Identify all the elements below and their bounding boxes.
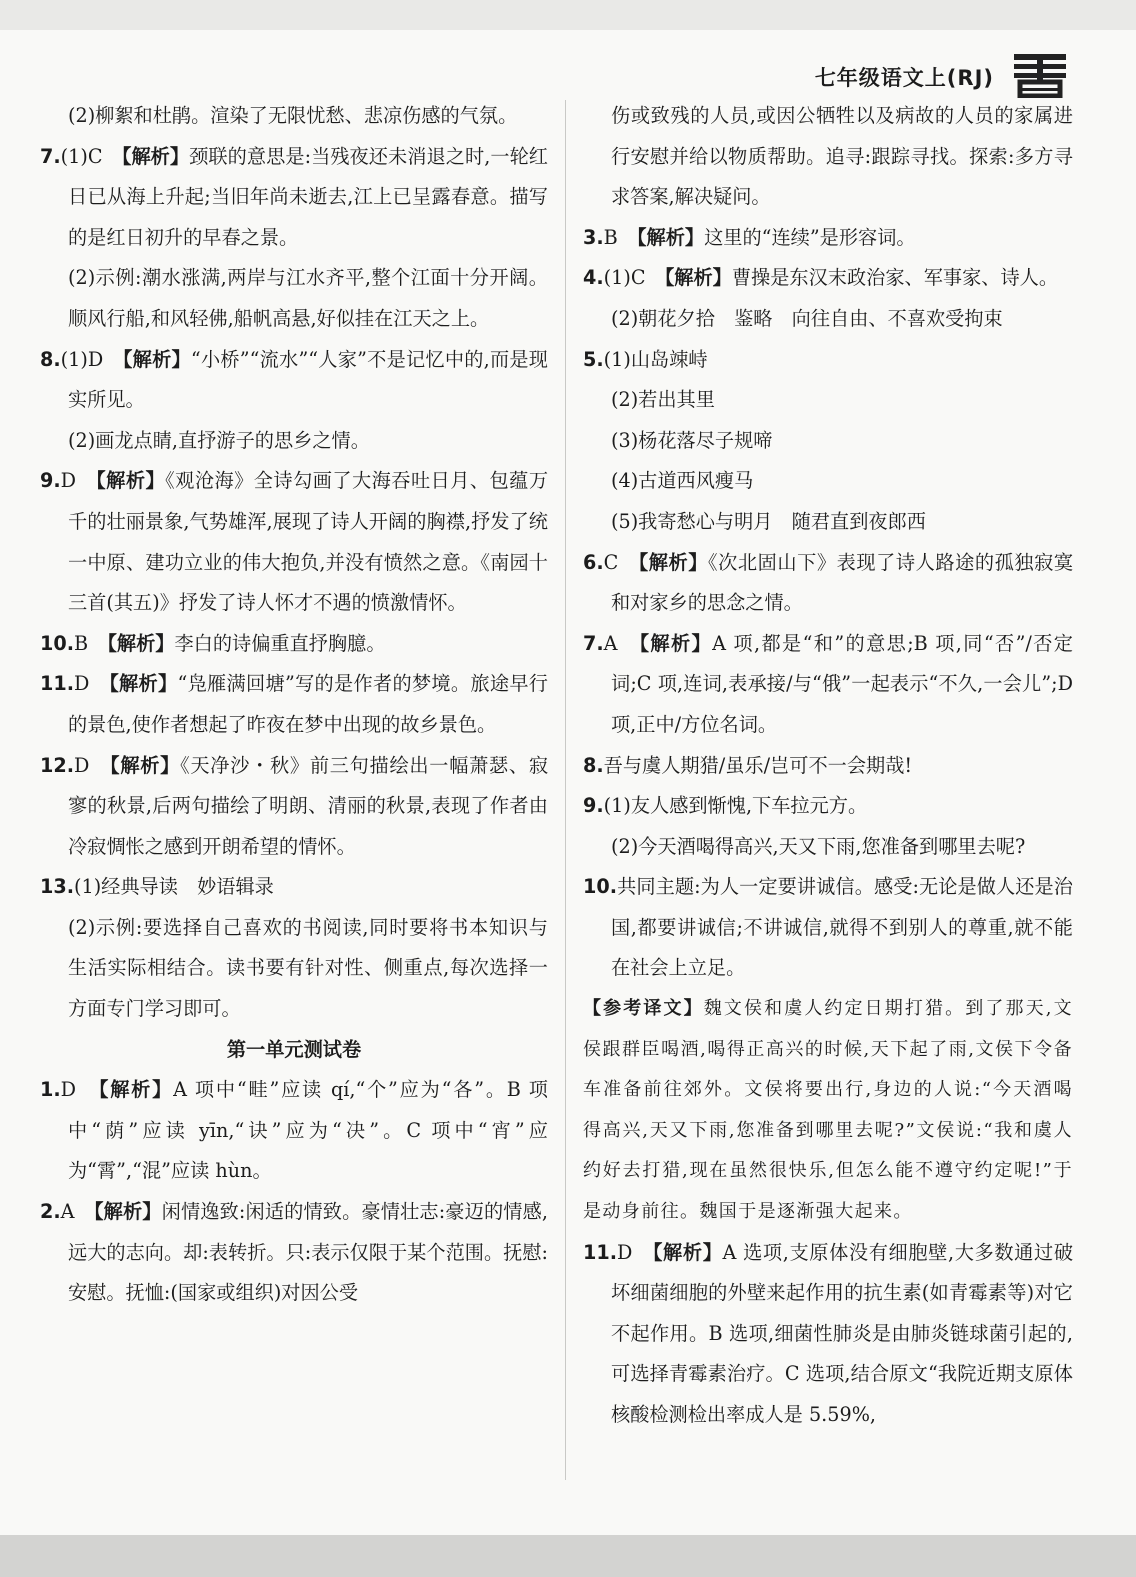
section-title: 第一单元测试卷 [226, 1037, 362, 1061]
analysis-label: 【解析】 [639, 631, 713, 655]
item-number: 10. [40, 631, 74, 655]
answer-item-11 [40, 664, 548, 745]
answer-choice: D [74, 672, 90, 696]
answer-item-u3 [583, 218, 1073, 259]
answer-choice: D [60, 469, 77, 493]
answer-item-u2 [40, 1192, 548, 1314]
analysis-text: 李白的诗偏重直抒胸臆。 [174, 631, 386, 655]
answer-item-u5 [583, 340, 1073, 381]
analysis-label: 【解析】 [121, 144, 190, 168]
item-number: 7. [583, 631, 604, 655]
answer-choice: D [60, 1078, 77, 1102]
answer-item-u11 [583, 1233, 1073, 1436]
answer-choice: D [74, 753, 90, 777]
answer-subline: (2)朝花夕拾 鉴略 向往自由、不喜欢受拘束 [611, 306, 1003, 330]
item-number: 9. [40, 469, 61, 493]
page-header-title: 七年级语文上(RJ) [814, 66, 994, 90]
answer-choice: (1)C [60, 144, 103, 168]
translation-text: 魏文侯和虞人约定日期打猎。到了那天,文侯跟群臣喝酒,喝得正高兴的时候,天下起了雨,文侯下令备车准备前往郊外。文侯将要出行,身边的人说:“今天酒喝得高兴,天又下雨,您准备到哪里去呢?”文侯说:“我和虞人约好去打猎,现在虽然很快乐,但怎么能不遵守约定呢!”于是动身前往。魏国于是逐渐强大起来。 [583, 998, 1073, 1223]
answer-item-12 [40, 746, 548, 868]
answer-item-u10 [583, 867, 1073, 989]
answer-choice: D [617, 1240, 633, 1264]
analysis-text: 《天净沙・秋》前三句描绘出一幅萧瑟、寂寥的秋景,后两句描绘了明朗、清丽的秋景,表现了作者由冷寂惆怅之感到开朗希望的情怀。 [68, 753, 549, 858]
answer-text: 吾与虞人期猎/虽乐/岂可不一会期哉! [603, 753, 913, 777]
page-top-margin [0, 0, 1136, 30]
item-number: 4. [583, 266, 604, 290]
answer-text: 共同主题:为人一定要讲诚信。感受:无论是做人还是治国,都要讲诚信;不讲诚信,就得不到别人的尊重,就不能在社会上立足。 [611, 875, 1073, 980]
analysis-text: A 项,都是“和”的意思;B 项,同“否”/否定词;C 项,连词,表承接/与“俄”一起表示“不久,一会儿”;D 项,正中/方位名词。 [611, 631, 1073, 736]
right-column [583, 96, 1073, 1436]
analysis-text: 这里的“连续”是形容词。 [704, 225, 916, 249]
analysis-text: A 项中“畦”应读 qí,“个”应为“各”。B 项中“荫”应读 yīn,“诀”应为“决”。C 项中“宵”应为“霄”,“混”应读 hùn。 [68, 1078, 548, 1183]
answer-line: (2)柳絮和杜鹃。渲染了无限忧愁、悲凉伤感的气氛。 [68, 104, 518, 127]
analysis-label: 【解析】 [122, 347, 191, 371]
answer-subline: (4)古道西风瘦马 [611, 469, 754, 493]
answer-choice: B [603, 225, 618, 249]
answer-subline: (2)示例:要选择自己喜欢的书阅读,同时要将书本知识与生活实际相结合。读书要有针对性、侧重点,每次选择一方面专门学习即可。 [68, 915, 548, 1021]
analysis-label: 【解析】 [638, 550, 709, 574]
answer-continuation: 伤或致残的人员,或因公牺牲以及病故的人员的家属进行安慰并给以物质帮助。追寻:跟踪寻找。探索:多方寻求答案,解决疑问。 [611, 104, 1073, 209]
column-divider [565, 100, 566, 1480]
answer-item-9 [40, 461, 548, 623]
answer-text: (1)经典导读 妙语辑录 [74, 875, 274, 899]
analysis-text: A 选项,支原体没有细胞壁,大多数通过破坏细菌细胞的外壁来起作用的抗生素(如青霉素等)对它不起作用。B 选项,细菌性肺炎是由肺炎链球菌引起的,可选择青霉素治疗。C 选项,结合原文“我院近期支原体核酸检测检出率成人是 5.59%, [611, 1240, 1074, 1426]
answer-text: (1)山岛竦峙 [603, 347, 708, 371]
page-bottom-margin [0, 1535, 1136, 1577]
answer-subline: (2)画龙点睛,直抒游子的思乡之情。 [68, 428, 370, 452]
answer-item-u4 [583, 258, 1073, 299]
item-number: 12. [40, 753, 74, 777]
answer-subline: (2)示例:潮水涨满,两岸与江水齐平,整个江面十分开阔。顺风行船,和风轻佛,船帆高悬,好似挂在江天之上。 [68, 266, 548, 330]
answer-subline: (5)我寄愁心与明月 随君直到夜郎西 [611, 509, 926, 533]
analysis-text: “小桥”“流水”“人家”不是记忆中的,而是现实所见。 [68, 347, 548, 412]
answer-subline: (3)杨花落尽子规啼 [611, 428, 773, 452]
analysis-label: 【解析】 [93, 1200, 162, 1224]
answer-item-u6 [583, 543, 1073, 624]
answer-choice: (1)C [603, 266, 646, 290]
answer-subline: (2)若出其里 [611, 388, 715, 412]
answer-item-10 [40, 624, 548, 665]
answer-item-7 [40, 137, 548, 259]
item-number: 1. [40, 1078, 61, 1102]
analysis-text: 《观沧海》全诗勾画了大海吞吐日月、包蕴万千的壮丽景象,气势雄浑,展现了诗人开阔的胸襟,抒发了统一中原、建功立业的伟大抱负,并没有愤然之意。《南园十三首(其五)》抒发了诗人怀才不遇的愤激情怀。 [68, 469, 549, 615]
answer-item-u8 [583, 746, 1073, 787]
analysis-label: 【解析】 [636, 225, 705, 249]
answer-choice: (1)D [60, 347, 104, 371]
analysis-text: 闲情逸致:闲适的情致。豪情壮志:豪迈的情感,远大的志向。却:表转折。只:表示仅限于某个范围。抚慰:安慰。抚恤:(国家或组织)对因公受 [68, 1200, 549, 1305]
reference-translation [583, 989, 1073, 1233]
analysis-text: 颈联的意思是:当残夜还未消退之时,一轮红日已从海上升起;当旧年尚未逝去,江上已呈露春意。描写的是红日初升的早春之景。 [68, 144, 548, 249]
analysis-label: 【解析】 [109, 672, 178, 696]
analysis-label: 【解析】 [107, 631, 175, 655]
item-number: 11. [583, 1240, 617, 1264]
item-number: 5. [583, 347, 604, 371]
item-number: 8. [583, 753, 604, 777]
item-number: 13. [40, 875, 74, 899]
analysis-text: 《次北固山下》表现了诗人路途的孤独寂寞和对家乡的思念之情。 [611, 550, 1074, 615]
item-number: 7. [40, 144, 61, 168]
answer-choice: B [74, 631, 89, 655]
answer-text: (1)友人感到惭愧,下车拉元方。 [603, 794, 868, 818]
book-logo-icon [1012, 52, 1068, 98]
item-number: 8. [40, 347, 61, 371]
item-number: 6. [583, 550, 604, 574]
answer-choice: A [60, 1200, 75, 1224]
analysis-label: 【解析】 [652, 1240, 723, 1264]
item-number: 3. [583, 225, 604, 249]
answer-choice: C [603, 550, 619, 574]
answer-choice: A [603, 631, 618, 655]
answer-item-u9 [583, 786, 1073, 827]
analysis-text: 曹操是东汉末政治家、军事家、诗人。 [731, 266, 1059, 290]
analysis-label: 【解析】 [96, 469, 166, 493]
item-number: 9. [583, 794, 604, 818]
analysis-text: “凫雁满回塘”写的是作者的梦境。旅途早行的景色,使作者想起了昨夜在梦中出现的故乡景色。 [68, 672, 548, 736]
analysis-label: 【解析】 [110, 753, 181, 777]
left-column [40, 96, 548, 1314]
analysis-label: 【解析】 [664, 266, 732, 290]
item-number: 2. [40, 1200, 61, 1224]
answer-item-13 [40, 867, 548, 908]
analysis-label: 【解析】 [98, 1078, 174, 1102]
answer-subline: (2)今天酒喝得高兴,天又下雨,您准备到哪里去呢? [611, 834, 1026, 858]
translation-label: 【参考译文】 [583, 998, 704, 1020]
answer-item-u1 [40, 1070, 548, 1192]
item-number: 11. [40, 672, 74, 696]
answer-item-u7 [583, 624, 1073, 746]
item-number: 10. [583, 875, 617, 899]
answer-item-8 [40, 340, 548, 421]
